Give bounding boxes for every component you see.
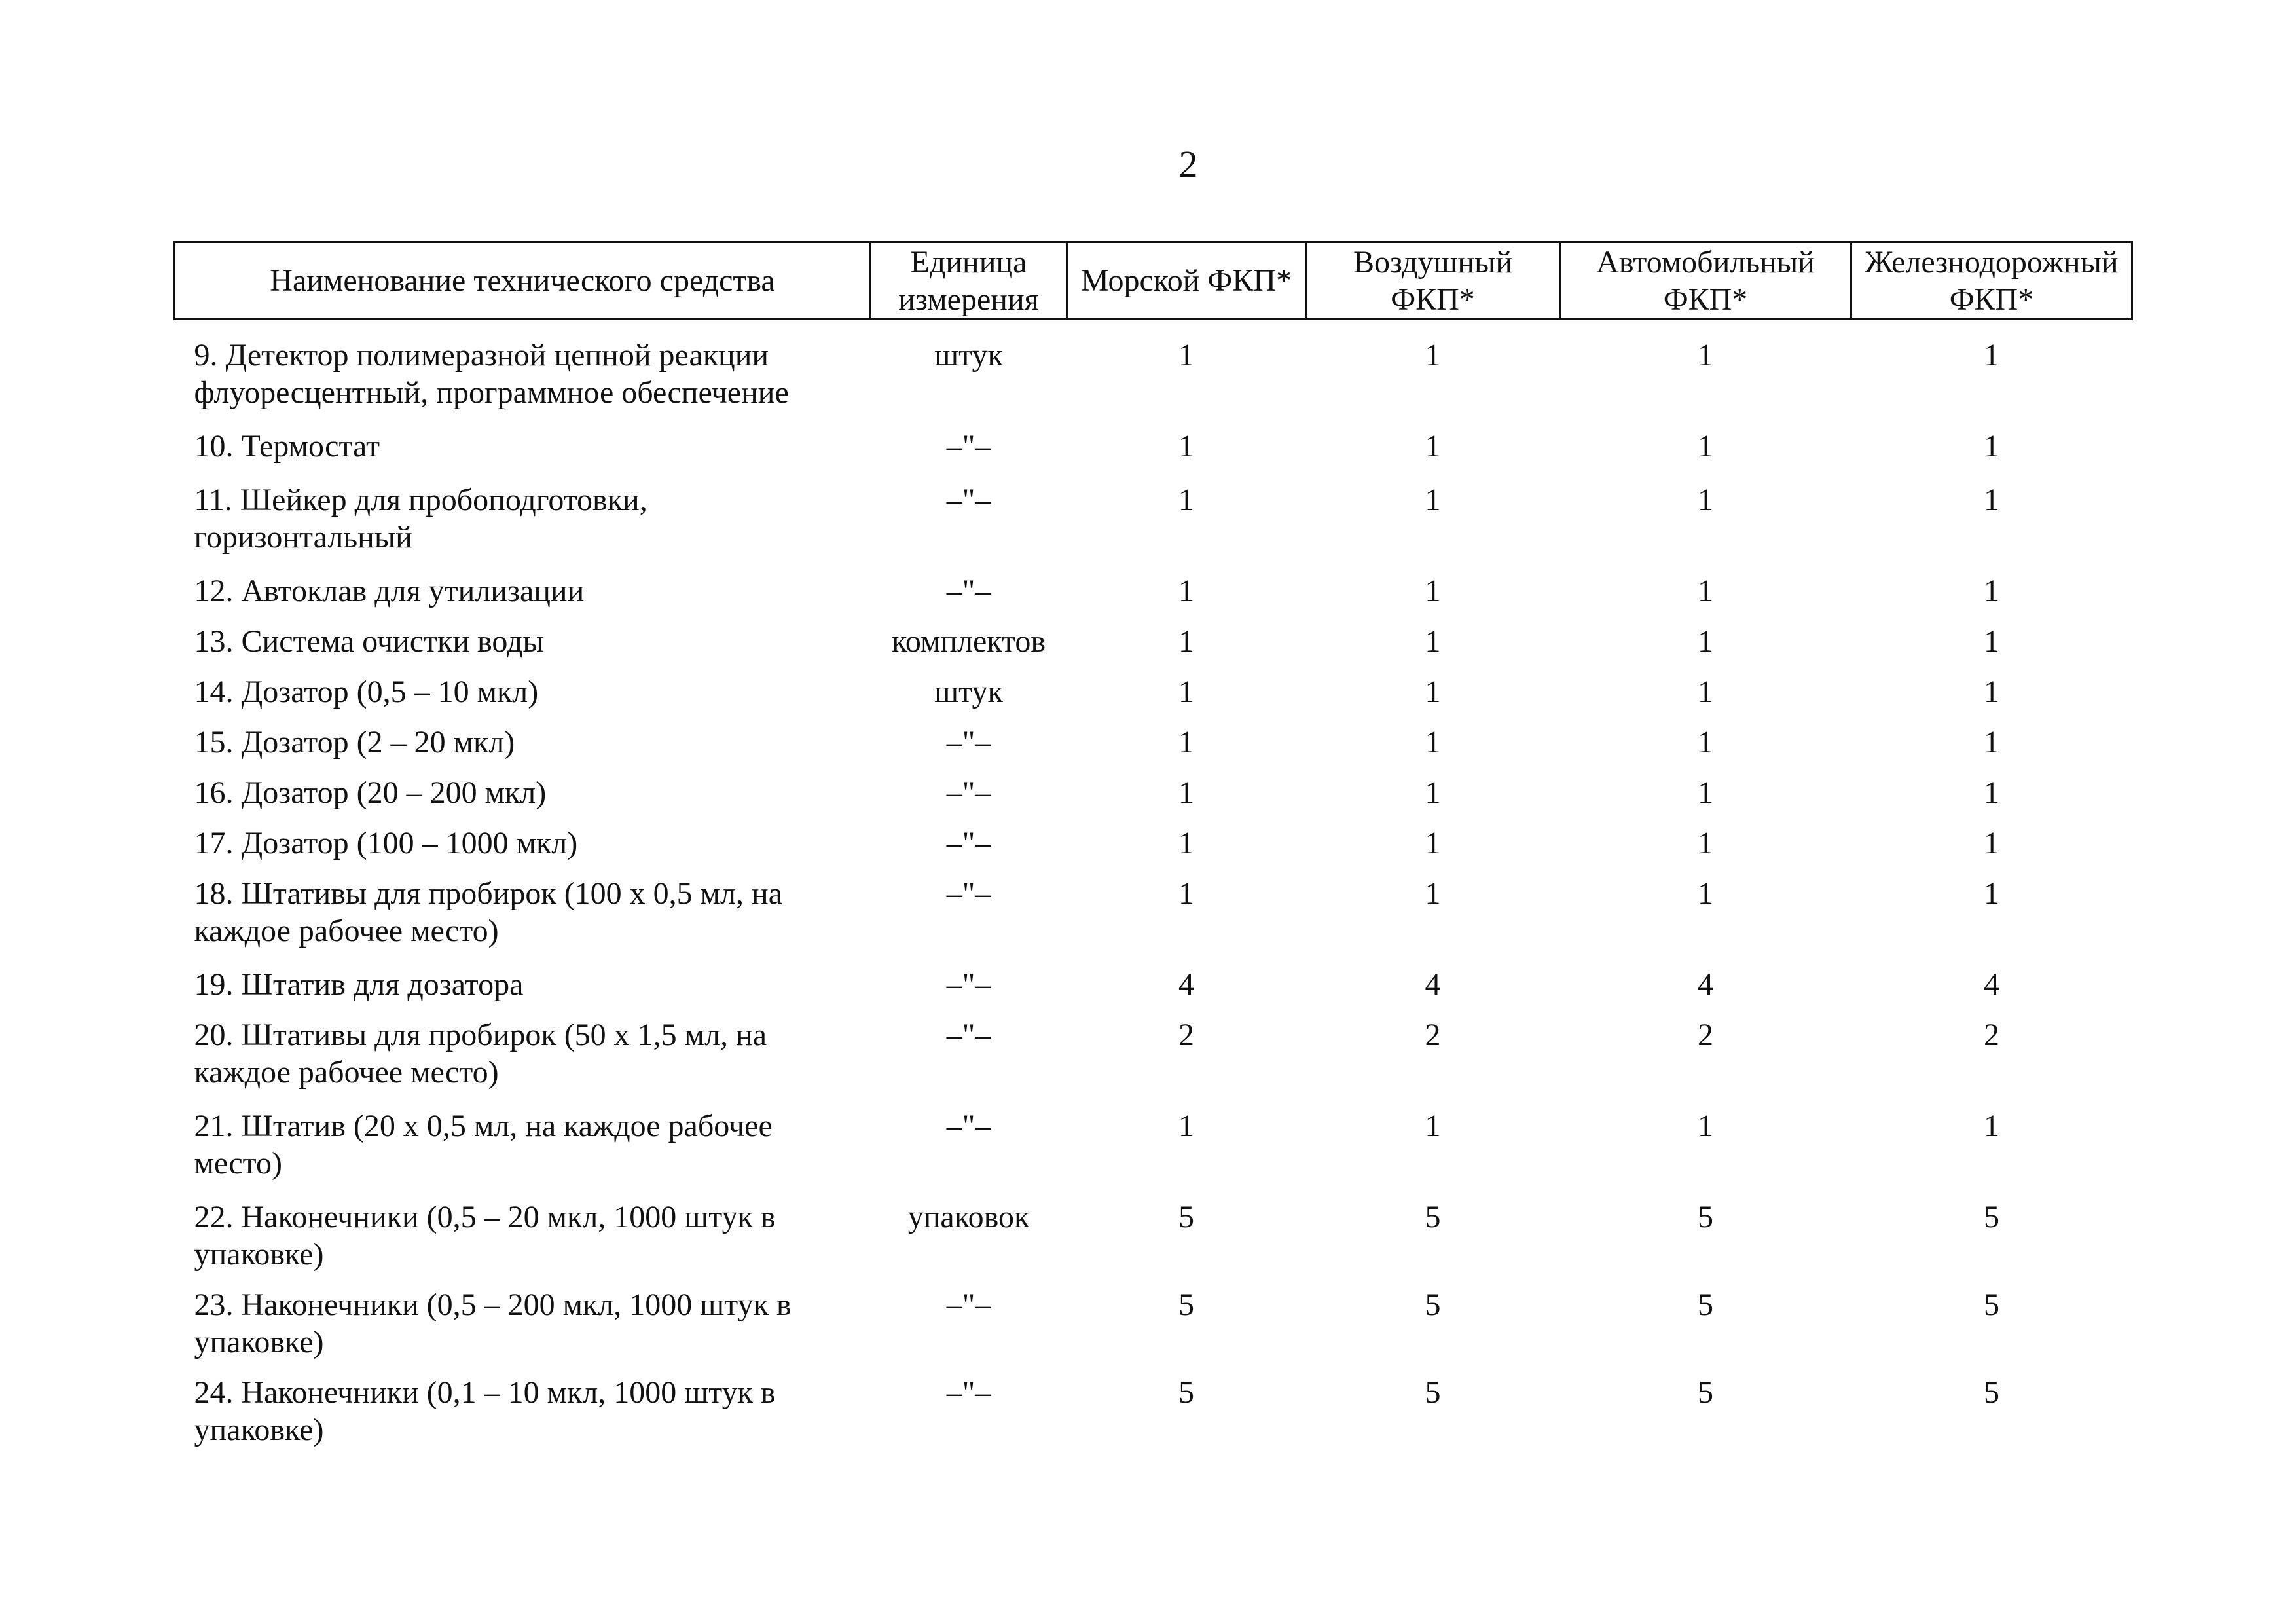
item-auto: 2 [1698, 1018, 1713, 1052]
header-unit: Единица измерения [871, 242, 1067, 320]
item-sea: 1 [1178, 1109, 1194, 1143]
item-unit: комплектов [892, 624, 1046, 659]
item-rail: 4 [1984, 967, 1999, 1002]
item-name: 14. Дозатор (0,5 – 10 мкл) [194, 674, 539, 709]
table-row [175, 673, 2132, 724]
item-sea: 5 [1178, 1200, 1194, 1234]
item-air: 1 [1425, 624, 1441, 659]
item-sea: 1 [1178, 725, 1194, 760]
item-auto: 1 [1698, 338, 1713, 373]
table-row [175, 774, 2132, 824]
item-name: 22. Наконечники (0,5 – 20 мкл, 1000 штук в упаковке) [194, 1200, 776, 1272]
table-row [175, 1374, 2132, 1462]
item-unit: –"– [946, 574, 991, 608]
item-name: 23. Наконечники (0,5 – 200 мкл, 1000 штук в упаковке) [194, 1287, 792, 1359]
item-unit: –"– [946, 876, 991, 911]
item-rail: 1 [1984, 483, 1999, 517]
item-rail: 1 [1984, 775, 1999, 810]
item-sea: 5 [1178, 1375, 1194, 1410]
table-row [175, 428, 2132, 481]
item-unit: –"– [946, 483, 991, 517]
item-name: 13. Система очистки воды [194, 624, 544, 659]
item-auto: 1 [1698, 483, 1713, 517]
item-air: 1 [1425, 775, 1441, 810]
item-auto: 1 [1698, 674, 1713, 709]
item-sea: 1 [1178, 483, 1194, 517]
item-unit: –"– [946, 967, 991, 1002]
item-sea: 1 [1178, 574, 1194, 608]
item-name: 12. Автоклав для утилизации [194, 574, 585, 608]
item-air: 5 [1425, 1200, 1441, 1234]
item-rail: 5 [1984, 1287, 1999, 1322]
item-unit: –"– [946, 1375, 991, 1410]
item-air: 1 [1425, 826, 1441, 860]
item-air: 5 [1425, 1287, 1441, 1322]
item-sea: 1 [1178, 429, 1194, 464]
item-rail: 1 [1984, 674, 1999, 709]
item-sea: 1 [1178, 674, 1194, 709]
header-air: Воздушный ФКП* [1306, 242, 1560, 320]
item-sea: 2 [1178, 1018, 1194, 1052]
table-row [175, 966, 2132, 1016]
item-auto: 5 [1698, 1287, 1713, 1322]
item-sea: 4 [1178, 967, 1194, 1002]
item-name: 17. Дозатор (100 – 1000 мкл) [194, 826, 578, 860]
item-name: 15. Дозатор (2 – 20 мкл) [194, 725, 515, 760]
item-auto: 4 [1698, 967, 1713, 1002]
table-row [175, 824, 2132, 875]
item-unit: –"– [946, 826, 991, 860]
item-air: 4 [1425, 967, 1441, 1002]
table-row [175, 1198, 2132, 1286]
item-rail: 1 [1984, 1109, 1999, 1143]
table-row [175, 875, 2132, 966]
header-auto: Автомобильный ФКП* [1560, 242, 1851, 320]
item-name: 18. Штативы для пробирок (100 х 0,5 мл, на каждое рабочее место) [194, 876, 782, 948]
item-rail: 5 [1984, 1200, 1999, 1234]
item-auto: 1 [1698, 429, 1713, 464]
item-sea: 5 [1178, 1287, 1194, 1322]
item-unit: упаковок [907, 1200, 1030, 1234]
item-auto: 1 [1698, 725, 1713, 760]
table-row [175, 623, 2132, 673]
table-row [175, 1016, 2132, 1107]
item-auto: 1 [1698, 775, 1713, 810]
item-rail: 1 [1984, 574, 1999, 608]
item-name: 16. Дозатор (20 – 200 мкл) [194, 775, 547, 810]
item-air: 1 [1425, 725, 1441, 760]
equipment-table [173, 241, 2133, 1462]
item-name: 21. Штатив (20 х 0,5 мл, на каждое рабочее место) [194, 1109, 773, 1181]
table-row [175, 481, 2132, 572]
item-unit: –"– [946, 725, 991, 760]
item-auto: 5 [1698, 1375, 1713, 1410]
item-rail: 1 [1984, 624, 1999, 659]
item-unit: –"– [946, 429, 991, 464]
item-name: 24. Наконечники (0,1 – 10 мкл, 1000 штук в упаковке) [194, 1375, 776, 1447]
item-rail: 1 [1984, 429, 1999, 464]
table-header-row [175, 242, 2132, 320]
item-unit: –"– [946, 1018, 991, 1052]
item-rail: 1 [1984, 876, 1999, 911]
item-air: 1 [1425, 483, 1441, 517]
header-name: Наименование технического средства [175, 242, 871, 320]
item-rail: 1 [1984, 725, 1999, 760]
item-air: 1 [1425, 876, 1441, 911]
item-sea: 1 [1178, 876, 1194, 911]
item-sea: 1 [1178, 775, 1194, 810]
item-unit: –"– [946, 775, 991, 810]
item-air: 2 [1425, 1018, 1441, 1052]
item-auto: 1 [1698, 826, 1713, 860]
item-unit: штук [934, 674, 1003, 709]
table-row [175, 724, 2132, 774]
table-row [175, 1286, 2132, 1374]
item-rail: 1 [1984, 826, 1999, 860]
item-air: 5 [1425, 1375, 1441, 1410]
item-sea: 1 [1178, 826, 1194, 860]
item-unit: штук [934, 338, 1003, 373]
item-name: 11. Шейкер для пробоподготовки, горизонтальный [194, 483, 647, 555]
item-auto: 1 [1698, 624, 1713, 659]
item-name: 20. Штативы для пробирок (50 х 1,5 мл, на каждое рабочее место) [194, 1018, 767, 1090]
item-auto: 1 [1698, 1109, 1713, 1143]
item-sea: 1 [1178, 624, 1194, 659]
header-rail: Железнодорожный ФКП* [1851, 242, 2132, 320]
item-sea: 1 [1178, 338, 1194, 373]
item-auto: 5 [1698, 1200, 1713, 1234]
item-name: 10. Термостат [194, 429, 380, 464]
item-rail: 5 [1984, 1375, 1999, 1410]
item-rail: 2 [1984, 1018, 1999, 1052]
table-row [175, 320, 2132, 428]
item-air: 1 [1425, 1109, 1441, 1143]
item-auto: 1 [1698, 574, 1713, 608]
item-air: 1 [1425, 338, 1441, 373]
item-air: 1 [1425, 429, 1441, 464]
item-unit: –"– [946, 1287, 991, 1322]
table-row [175, 1107, 2132, 1198]
table-row [175, 572, 2132, 623]
item-rail: 1 [1984, 338, 1999, 373]
item-name: 19. Штатив для дозатора [194, 967, 524, 1002]
item-air: 1 [1425, 574, 1441, 608]
item-auto: 1 [1698, 876, 1713, 911]
item-air: 1 [1425, 674, 1441, 709]
item-unit: –"– [946, 1109, 991, 1143]
page-number: 2 [1178, 143, 1198, 185]
header-sea: Морской ФКП* [1067, 242, 1306, 320]
item-name: 9. Детектор полимеразной цепной реакции флуоресцентный, программное обеспечение [194, 338, 789, 410]
